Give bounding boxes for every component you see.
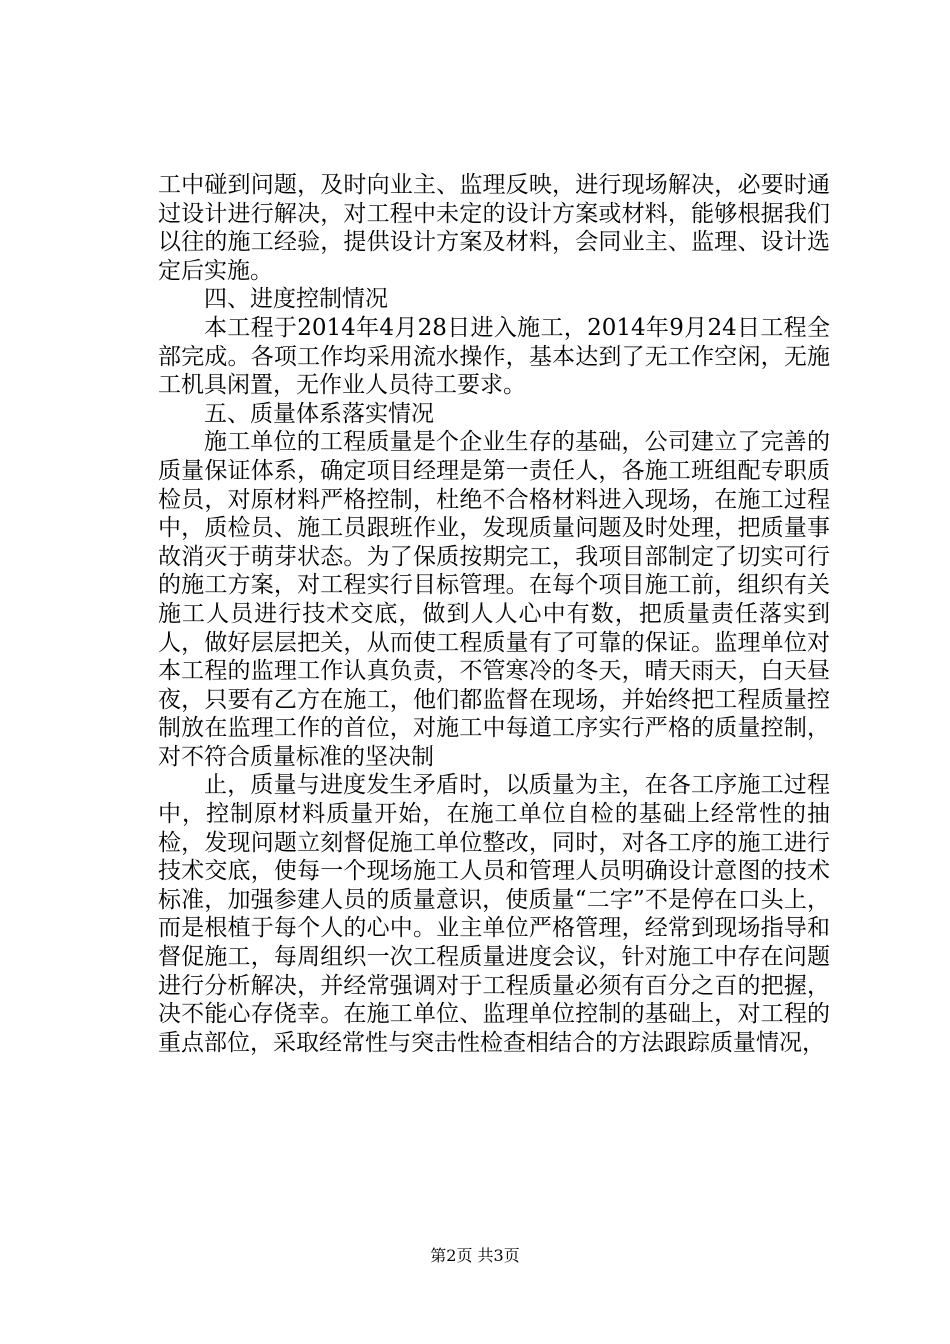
section-heading-progress-control: 四、进度控制情况	[204, 286, 388, 313]
paragraph-progress-control: 本工程于2014年4月28日进入施工，2014年9月24日工程全部完成。各项工作均采用流水操作，基本达到了无工作空闲，无施工机具闲置，无作业人员待工要求。	[158, 314, 830, 399]
paragraph-quality-progress: 止，质量与进度发生矛盾时，以质量为主，在各工序施工过程中，控制原材料质量开始，在施工单位自检的基础上经常性的抽检，发现问题立刻督促施工单位整改，同时，对各工序的施工进行技术交底，使每一个现场施工人员和管理人员明确设计意图的技术标准，加强参建人员的质量意识，使质量“二字”不是停在口头上，而是根植于每个人的心中。业主单位严格管理，经常到现场指导和督促施工，每周组织一次工程质量进度会议，针对施工中存在问题进行分析解决，并经常强调对于工程质量必须有百分之百的把握，决不能心存侥幸。在施工单位、监理单位控制的基础上，对工程的重点部位，采取经常性与突击性检查相结合的方法跟踪质量情况，	[158, 772, 830, 1056]
paragraph-continuation: 工中碰到问题，及时向业主、监理反映，进行现场解决，必要时通过设计进行解决，对工程中未定的设计方案或材料，能够根据我们以往的施工经验，提供设计方案及材料，会同业主、监理、设计选定后实施。	[158, 172, 830, 284]
page-number-footer: 第2页 共3页	[430, 1246, 520, 1265]
paragraph-quality-system: 施工单位的工程质量是个企业生存的基础，公司建立了完善的质量保证体系，确定项目经理是第一责任人，各施工班组配专职质检员，对原材料严格控制，杜绝不合格材料进入现场，在施工过程中，质检员、施工员跟班作业，发现质量问题及时处理，把质量事故消灭于萌芽状态。为了保质按期完工，我项目部制定了切实可行的施工方案，对工程实行目标管理。在每个项目施工前，组织有关施工人员进行技术交底，做到人人心中有数，把质量责任落实到人，做好层层把关，从而使工程质量有了可靠的保证。监理单位对本工程的监理工作认真负责，不管寒冷的冬天，晴天雨天，白天昼夜，只要有乙方在施工，他们都监督在现场，并始终把工程质量控制放在监理工作的首位，对施工中每道工序实行严格的质量控制，对不符合质量标准的坚决制	[158, 429, 830, 770]
section-heading-quality-system: 五、质量体系落实情况	[204, 400, 434, 427]
document-body	[158, 171, 830, 1057]
